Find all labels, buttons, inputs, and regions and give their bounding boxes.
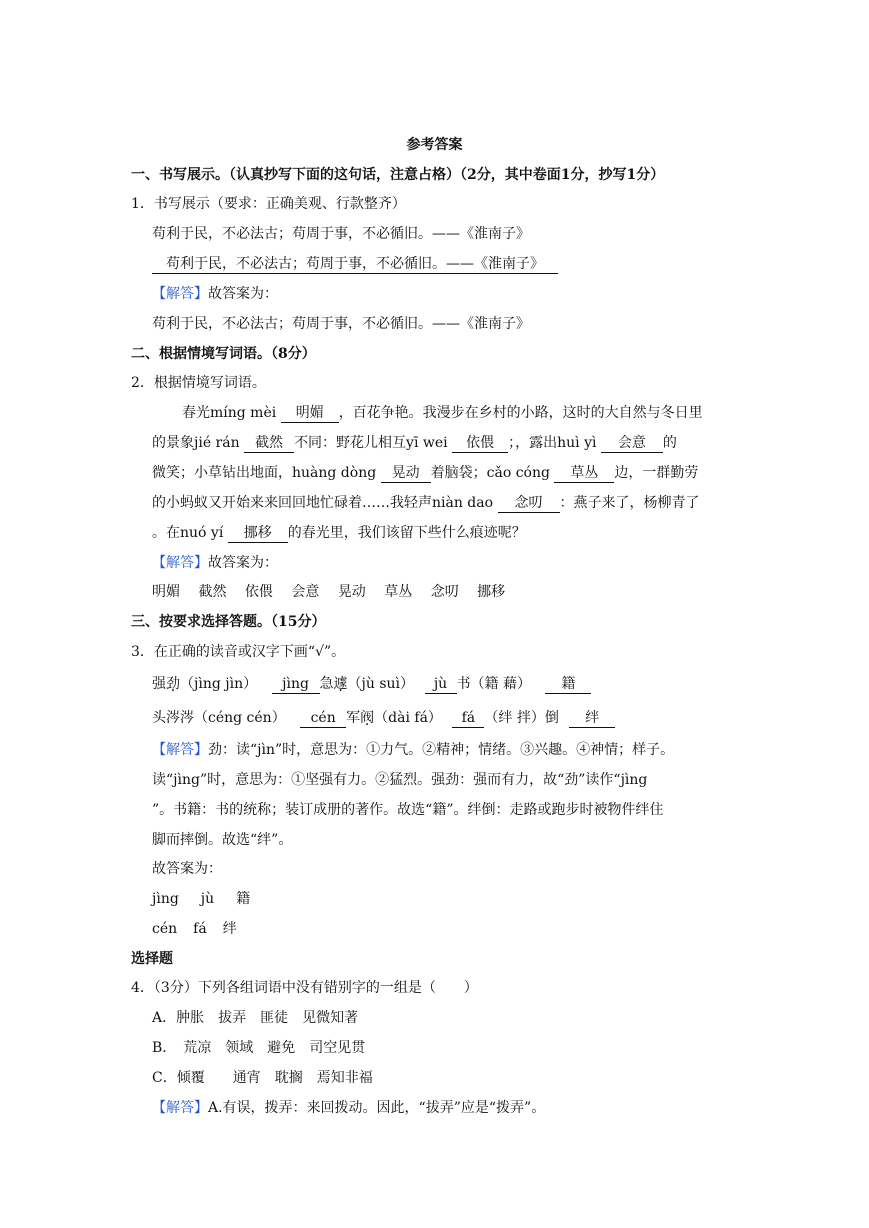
answer-item: 绊: [222, 921, 237, 937]
q2-text: 春光míng mèi: [182, 405, 277, 421]
q2-text: 。在nuó yí: [152, 525, 224, 541]
document-title: 参考答案: [406, 137, 463, 153]
q2-text: ：燕子来了，杨柳青了: [559, 495, 700, 511]
q2-text: 着脑袋；cǎo cóng: [430, 465, 550, 481]
q2-blank-2: 截然: [244, 435, 294, 453]
q2-paragraph-line-3: [152, 463, 698, 483]
answer-word: 草丛: [384, 584, 413, 600]
question-4: 4．（3分）下列各组词语中没有错别字的一组是（ ）: [131, 980, 478, 996]
q3-explanation-4: 脚而摔倒。故选“绊”。: [152, 832, 293, 848]
answer-word: 念叨: [430, 584, 459, 600]
q2-text: 的景象jié rán: [152, 435, 240, 451]
q2-text: ；，露出huì yì: [508, 435, 597, 451]
q1-answer-text: 故答案为：: [208, 286, 278, 302]
q2-blank-4: 会意: [601, 435, 663, 453]
q2-paragraph-line-2: [152, 433, 677, 453]
q3-text: 书（籍 藉）: [456, 676, 531, 692]
q2-text: ，百花争艳。我漫步在乡村的小路，这时的大自然与冬日里: [338, 405, 703, 421]
q3-blank-1: jìng: [272, 676, 320, 694]
q2-blank-1: 明媚: [281, 405, 339, 423]
q3-text: （jù suì）: [347, 676, 415, 692]
q3-text: 军: [346, 710, 361, 726]
q2-answer-tag: 【解答】: [152, 555, 208, 571]
q1-copied-line: [152, 254, 558, 274]
q2-answer-text: 故答案为：: [208, 555, 278, 571]
q3-text: （jìng jìn）: [180, 676, 258, 692]
q2-blank-6: 草丛: [554, 465, 614, 483]
q4-option-a: A．肿胀 拔弄 匪徒 见微知著: [152, 1010, 359, 1026]
q4-option-b: B． 荒凉 领域 避免 司空见贯: [152, 1040, 366, 1056]
q3-answer-label: 故答案为：: [152, 861, 222, 877]
question-3: 3．在正确的读音或汉字下画“√”。: [131, 644, 346, 660]
answer-item: jù: [200, 891, 215, 907]
q3-text: 头涔涔（céng cén）: [152, 710, 286, 726]
q1-copied-answer: 苟利于民，不必法古；苟周于事，不必循旧。——《淮南子》: [152, 256, 558, 274]
q1-sentence: 苟利于民，不必法古；苟周于事，不必循旧。——《淮南子》: [152, 226, 530, 242]
q2-text: 的: [662, 435, 677, 451]
q3-blank-5: fá: [452, 710, 484, 728]
q2-text: 的小蚂蚁又开始来来回回地忙碌着……我轻声niàn dao: [152, 495, 494, 511]
q3-text: 强: [152, 676, 166, 692]
q2-blank-3: 依偎: [452, 435, 508, 453]
q2-answer-words: [152, 582, 505, 602]
question-2: 2．根据情境写词语。: [131, 375, 266, 391]
q1-answer-line: 苟利于民，不必法古；苟周于事，不必循旧。——《淮南子》: [152, 316, 530, 332]
q3-explanation-3: ”。书籍：书的统称；装订成册的著作。故选“籍”。绊倒：走路或跑步时被物件绊住: [152, 802, 664, 818]
q3-blank-3: 籍: [545, 676, 591, 694]
q3-dotted-char: 劲: [166, 676, 180, 692]
q3-text: （dài fá）: [374, 710, 442, 726]
q2-text: 微笑；小草钻出地面，huàng dòng: [152, 465, 377, 481]
section-3-heading: 三、按要求选择答题。（15分）: [131, 614, 326, 630]
q3-text: 急: [319, 676, 334, 692]
q2-blank-7: 念叨: [498, 495, 560, 513]
answer-word: 挪移: [477, 584, 506, 600]
q3-answer-tag: 【解答】: [152, 742, 208, 758]
q2-blank-8: 挪移: [228, 525, 288, 543]
q3-answer-row-2: [152, 919, 237, 939]
q2-text: 不同：野花儿相互yī wei: [294, 435, 448, 451]
section-2-heading: 二、根据情境写词语。（8分）: [131, 346, 316, 362]
q4-answer-text: A.有误，拨弄：来回拨动。因此，“拔弄”应是“拨弄”。: [208, 1100, 546, 1116]
q3-explanation-1: [152, 740, 674, 760]
q4-option-c: C．倾覆 通宵 耽搁 焉知非福: [152, 1070, 373, 1086]
q4-answer-row: [152, 1098, 545, 1118]
q3-blank-6: 绊: [569, 710, 615, 728]
q3-row-2: [152, 708, 615, 728]
q3-blank-4: cén: [300, 710, 346, 728]
answer-item: fá: [193, 921, 207, 937]
answer-word: 会意: [291, 584, 320, 600]
answer-item: cén: [152, 921, 178, 937]
q3-dotted-char: 阀: [360, 710, 375, 726]
q1-answer-row: [152, 284, 278, 304]
q3-row-1: [152, 674, 591, 694]
q2-answer-row: [152, 553, 278, 573]
q2-paragraph-line-1: [182, 403, 703, 423]
answer-item: 籍: [236, 891, 251, 907]
q2-text: 的春光里，我们该留下些什么痕迹呢？: [287, 525, 526, 541]
answer-item: jìng: [152, 891, 179, 907]
answer-word: 晃动: [337, 584, 366, 600]
q2-text: 边，一群勤劳: [614, 465, 699, 481]
q2-blank-5: 晃动: [381, 465, 431, 483]
q3-text: （绊 拌）倒: [484, 710, 559, 726]
section-4-heading: 选择题: [131, 951, 173, 967]
q3-explanation-2: 读“jìng”时，意思为：①坚强有力。②猛烈。强劲：强而有力，故“劲”读作“jìng: [152, 772, 648, 788]
q3-explanation-text: 劲：读“jìn”时，意思为：①力气。②精神；情绪。③兴趣。④神情；样子。: [208, 742, 675, 758]
q3-dotted-char: 遽: [333, 676, 348, 692]
answer-word: 截然: [198, 584, 227, 600]
q2-paragraph-line-5: [152, 523, 526, 543]
q4-answer-tag: 【解答】: [152, 1100, 208, 1116]
q3-answer-row-1: [152, 889, 250, 909]
q3-blank-2: jù: [425, 676, 457, 694]
q1-answer-tag: 【解答】: [152, 286, 208, 302]
answer-word: 明媚: [152, 584, 180, 600]
q2-paragraph-line-4: [152, 493, 700, 513]
question-1: 1．书写展示（要求：正确美观、行款整齐）: [131, 196, 406, 212]
section-1-heading: 一、书写展示。（认真抄写下面的这句话，注意占格）（2分，其中卷面1分，抄写1分）: [131, 167, 665, 183]
answer-word: 依偎: [244, 584, 273, 600]
